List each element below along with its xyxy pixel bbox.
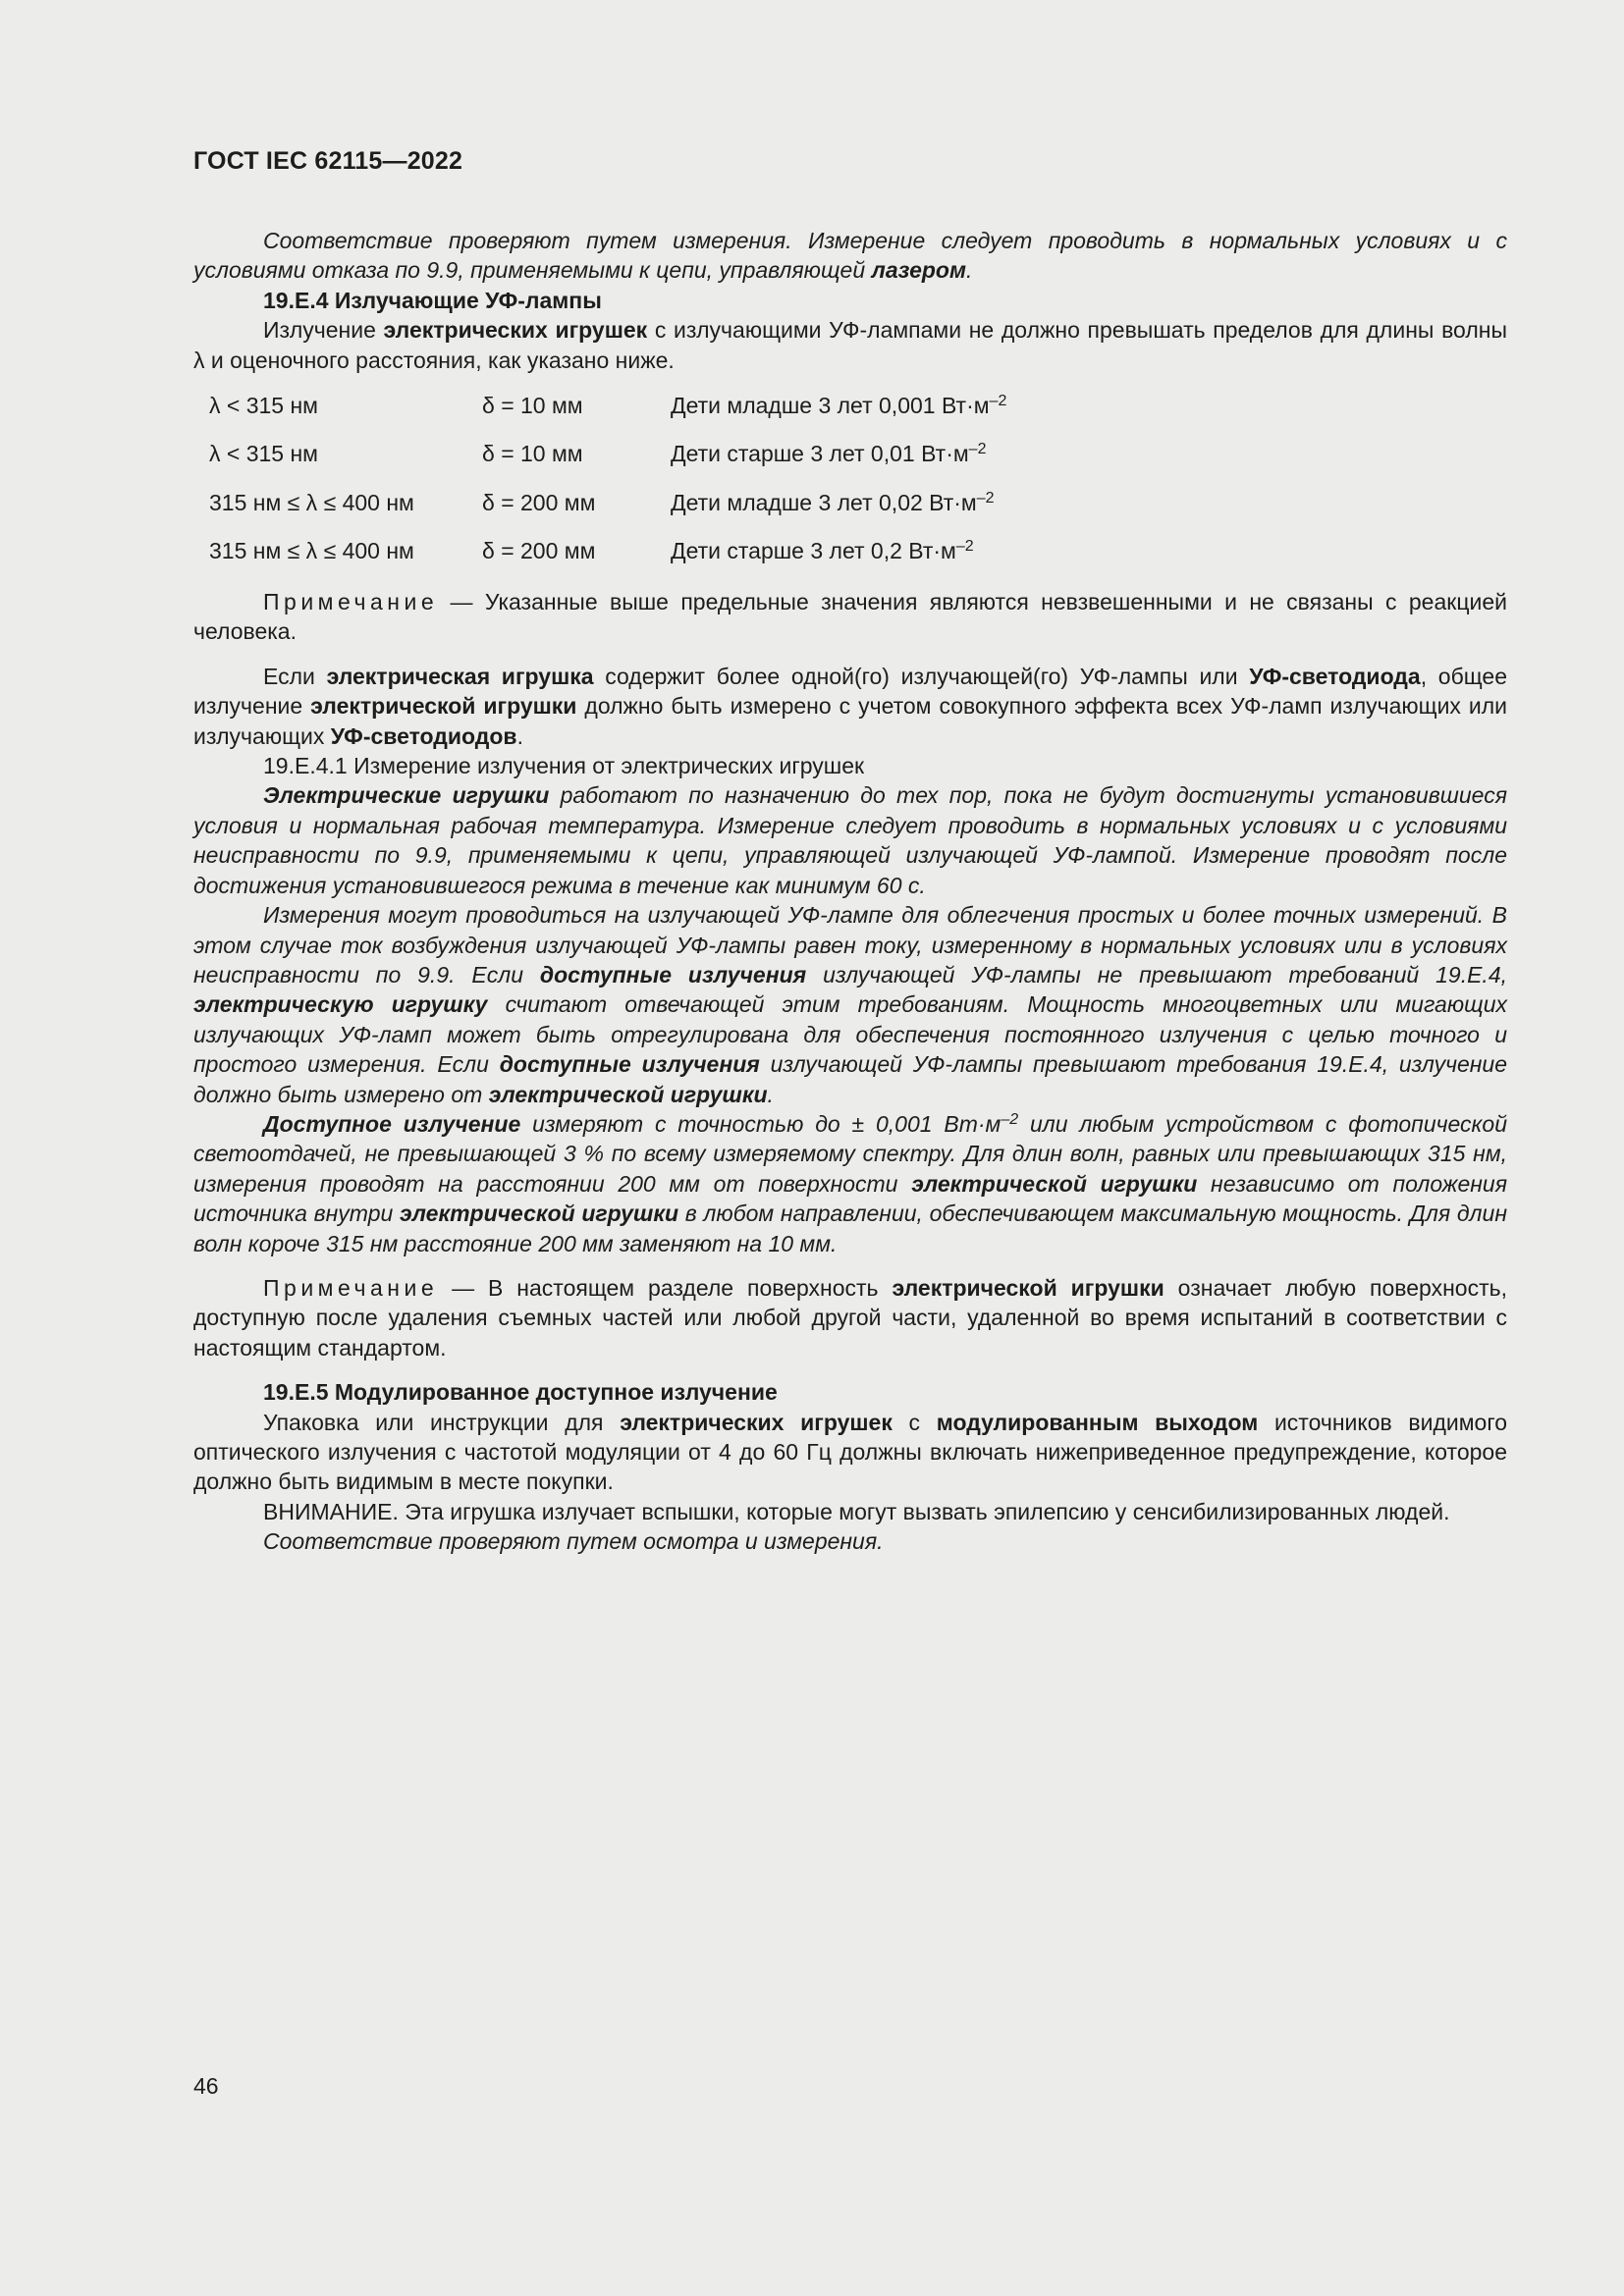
packaging-warning-paragraph: Упаковка или инструкции для электрических игрушек с модулированным выходом источников видимого оптического излучения с частотой модуляции от 4 до 60 Гц должны включать нижеприведенное предупреждение, которое должно быть видимым в месте покупки. (193, 1409, 1508, 1495)
note-unweighted-limits: Примечание — Указанные выше предельные значения являются невзвешенными и не связаны с реакцией человека. (193, 589, 1507, 645)
section-heading-19e41: 19.Е.4.1 Измерение излучения от электрических игрушек (263, 753, 865, 779)
wavelength-cell: 315 нм ≤ λ ≤ 400 нм (209, 489, 414, 515)
note-toy-surface: Примечание — В настоящем разделе поверхность электрической игрушки означает любую поверхность, доступную после удаления съемных частей или любой другой части, удаленной во время испытаний в соответствии с настоящим стандартом. (193, 1274, 1507, 1361)
distance-cell: δ = 10 мм (482, 392, 583, 418)
limit-cell: Дети младше 3 лет 0,02 $Вт\cdot м^{-2}$ (671, 489, 995, 515)
page-content (193, 226, 1507, 1557)
multiple-uv-sources-paragraph: Если электрическая игрушка содержит более одной(го) излучающей(го) УФ-лампы или УФ-светодиода, общее излучение электрической игрушки должно быть измерено с учетом совокупного эффекта всех УФ-ламп излучающих или излучающих УФ-светодиодов. (193, 663, 1508, 749)
compliance-inspection-paragraph: Соответствие проверяют путем осмотра и измерения. (263, 1528, 884, 1555)
section-heading-19e4: 19.Е.4 Излучающие УФ-лампы (263, 287, 602, 313)
accessible-emission-paragraph: Доступное излучение измеряют с точностью до ± 0,001 $Вт\cdot м^{-2}$ или любым устройством с фотопической светоотдачей, не превышающей 3 % по всему измеряемому спектру. Для длин волн, равных или превышающих 315 нм, измерения проводят на расстоянии 200 мм от поверхности электрической игрушки независимо от положения источника внутри электрической игрушки в любом направлении, обеспечивающем максимальную мощность. Для длин волн короче 315 нм расстояние 200 мм заменяют на 10 мм. (193, 1110, 1508, 1256)
warning-text: ВНИМАНИЕ. Эта игрушка излучает вспышки, которые могут вызвать эпилепсию у сенсибилизированных людей. (263, 1498, 1450, 1524)
lamp-measurement-paragraph: Измерения могут проводиться на излучающей УФ-лампе для облегчения простых и более точных измерений. В этом случае ток возбуждения излучающей УФ-лампы равен току, измеренному в нормальных условиях или в условиях неисправности по 9.9. Если доступные излучения излучающей УФ-лампы не превышают требований 19.Е.4, электрическую игрушку считают отвечающей этим требованиям. Мощность многоцветных или мигающих излучающих УФ-ламп может быть отрегулирована для обеспечения постоянного излучения с целью точного и простого измерения. Если доступные излучения излучающей УФ-лампы превышают требования 19.Е.4, излучение должно быть измерено от электрической игрушки. (193, 902, 1508, 1107)
uv-limits-intro: Излучение электрических игрушек с излучающими УФ-лампами не должно превышать пределов для длины волны λ и оценочного расстояния, как указано ниже. (193, 317, 1507, 373)
toy-operation-paragraph: Электрические игрушки работают по назначению до тех пор, пока не будут достигнуты установившиеся условия и нормальная рабочая температура. Измерение следует проводить в нормальных условиях и с условиями неисправности по 9.9, применяемыми к цепи, управляющей излучающей УФ-лампой. Измерение проводят после достижения установившегося режима в течение как минимум 60 с. (193, 782, 1507, 898)
distance-cell: δ = 200 мм (482, 489, 596, 515)
uv-limits-table (209, 381, 1507, 575)
distance-cell: δ = 200 мм (482, 538, 596, 564)
wavelength-cell: 315 нм ≤ λ ≤ 400 нм (209, 538, 414, 564)
compliance-paragraph-laser: Соответствие проверяют путем измерения. Измерение следует проводить в нормальных условиях и с условиями отказа по 9.9, применяемыми к цепи, управляющей лазером. (193, 228, 1507, 284)
section-heading-19e5: 19.Е.5 Модулированное доступное излучение (263, 1379, 778, 1406)
distance-cell: δ = 10 мм (482, 441, 583, 467)
uv-limit-row (209, 381, 1507, 430)
uv-limit-row (209, 478, 1507, 527)
limit-cell: Дети старше 3 лет 0,01 $Вт\cdot м^{-2}$ (671, 441, 987, 467)
wavelength-cell: λ < 315 нм (209, 441, 318, 467)
page-number: 46 (193, 2073, 219, 2099)
uv-limit-row (209, 430, 1507, 479)
limit-cell: Дети старше 3 лет 0,2 $Вт\cdot м^{-2}$ (671, 538, 974, 564)
limit-cell: Дети младше 3 лет 0,001 $Вт\cdot м^{-2}$ (671, 392, 1007, 418)
document-header: ГОСТ IEC 62115—2022 (193, 147, 463, 175)
wavelength-cell: λ < 315 нм (209, 392, 318, 418)
uv-limit-row (209, 527, 1507, 576)
